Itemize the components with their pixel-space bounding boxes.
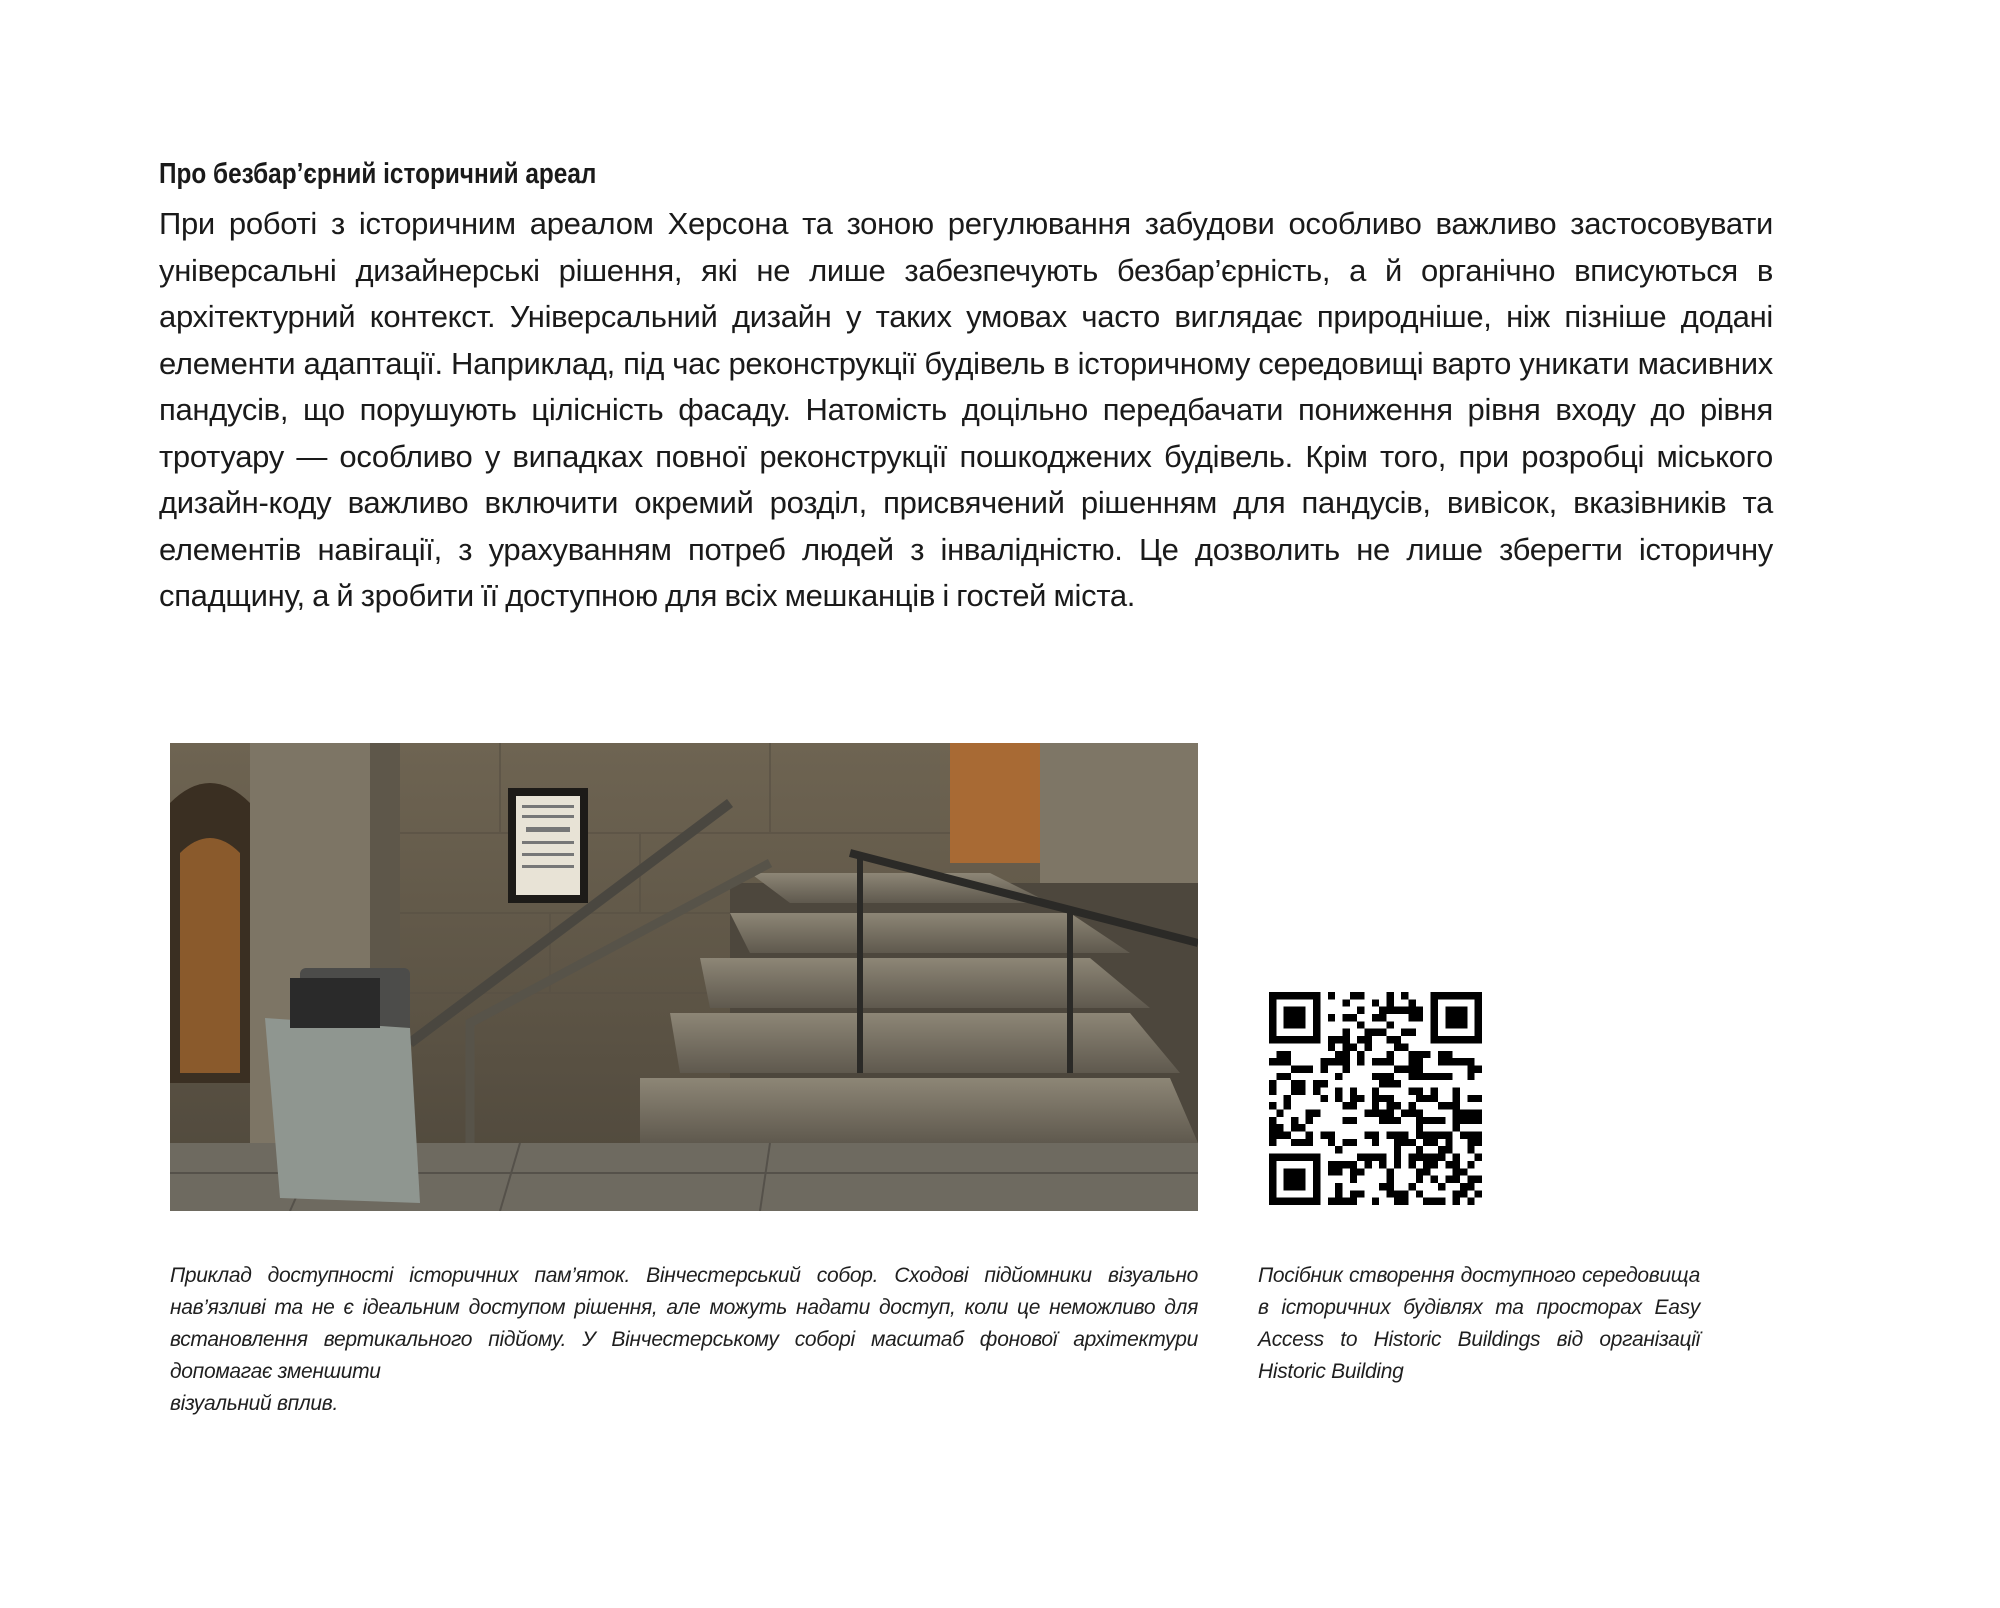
article-body: При роботі з історичним ареалом Херсона та зоною регулювання забудови особливо важливо застосовувати універсальні дизайнерські рішення, які не лише забезпечують безбар’єрність, а й органічно вписуються в архітектурний контекст. Універсальний дизайн у таких умовах часто виглядає природніше, ніж пізніше додані елементи адаптації. Наприклад, під час реконструкції будівель в історичному середовищі варто уникати масивних пандусів, що порушують цілісність фасаду. Натомість доцільно передбачати пониження рівня входу до рівня тротуару — особливо у випадках повної реконструкції пошкоджених будівель. Крім того, при розробці міського дизайн-коду важливо включити окремий розділ, присвячений рішенням для пандусів, вивісок, вказівників та елементів навігації, з урахуванням потреб людей з інвалідністю. Це дозволить не лише зберегти історичну спадщину, а й зробити її доступною для всіх мешканців і гостей міста. — [159, 206, 1773, 613]
qr-caption: Посібник створення доступного середовища в історичних будівлях та просторах Easy Access to Historic Buildings від організації Historic Building — [1258, 1264, 1700, 1383]
photo-caption — [170, 1260, 1198, 1420]
photo-caption-main: Приклад доступності історичних пам’яток. Вінчестерський собор. Сходові підйомники візуально нав’язливі та не є ідеальним доступом рішення, але можуть надати доступ, коли це неможливо для встановлення вертикального підйому. У Вінчестерському соборі масштаб фонової архітектури допомагає зменшити — [170, 1264, 1198, 1383]
article — [159, 158, 1773, 620]
article-title: Про безбар’єрний історичний ареал — [159, 158, 597, 190]
qr-code-easy-access-guide[interactable] — [1269, 992, 1482, 1205]
winchester-cathedral-stairlift-photo — [170, 743, 1198, 1211]
photo-caption-last-line: візуальний вплив. — [170, 1392, 339, 1415]
